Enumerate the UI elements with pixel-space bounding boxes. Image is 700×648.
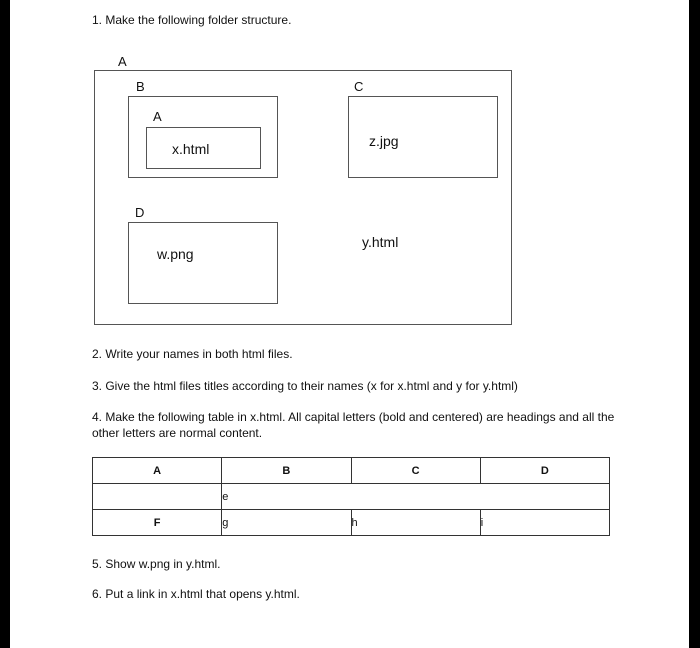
document-page [10,0,689,648]
file-w-png: w.png [157,246,194,262]
folder-d-label: D [135,205,145,220]
instruction-step-6: 6. Put a link in x.html that opens y.html. [92,587,300,601]
folder-c-label: C [354,79,364,94]
folder-b-label: B [136,79,145,94]
table-cell [93,484,222,510]
table-header-row [93,458,610,484]
table-header-cell: C [351,458,480,484]
file-x-html: x.html [172,141,210,157]
instruction-step-4: 4. Make the following table in x.html. All capital letters (bold and centered) are headings and all the other letters are normal content. [92,410,615,440]
folder-d-box [128,222,278,304]
instruction-step-5: 5. Show w.png in y.html. [92,557,221,571]
table-header-cell: B [222,458,351,484]
file-y-html: y.html [362,234,399,250]
folder-a-label: A [118,54,127,69]
instruction-step-2: 2. Write your names in both html files. [92,347,293,361]
table-header-cell: D [480,458,609,484]
table-row [93,484,610,510]
instruction-step-3: 3. Give the html files titles according to their names (x for x.html and y for y.html) [92,379,518,393]
table-cell: h [351,510,480,536]
table-cell: i [480,510,609,536]
table-header-cell: A [93,458,222,484]
table-header-cell: F [93,510,222,536]
instruction-step-1: 1. Make the following folder structure. [92,13,292,27]
table-row [93,510,610,536]
example-table [92,457,610,536]
table-cell: e [222,484,610,510]
file-z-jpg: z.jpg [369,133,399,149]
folder-b-inner-a-label: A [153,109,162,124]
table-cell: g [222,510,351,536]
